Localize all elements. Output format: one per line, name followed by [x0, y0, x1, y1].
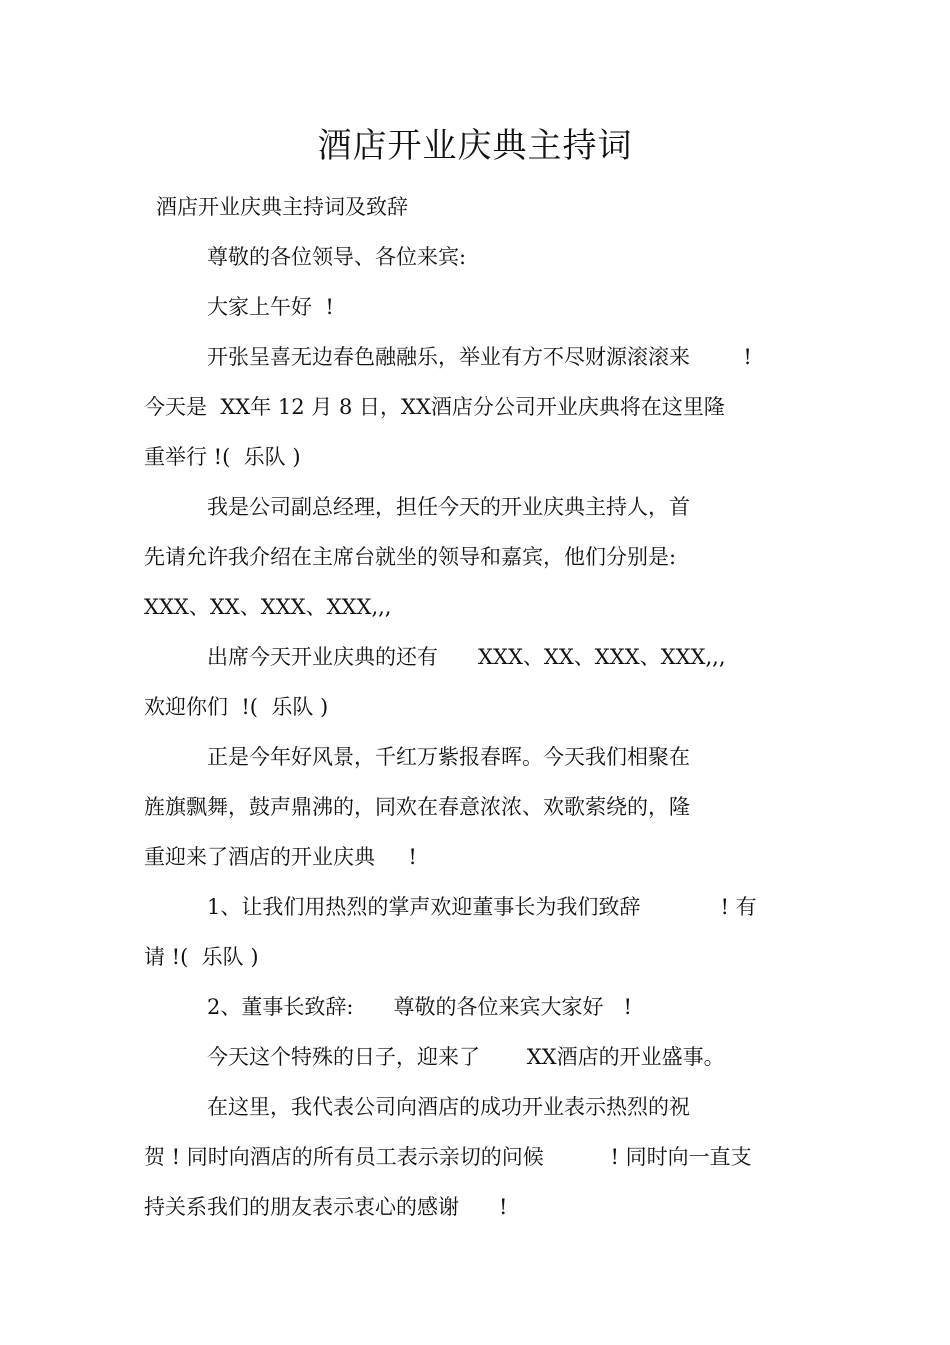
text-line: 出席今天开业庆典的还有 XXX、XX、XXX、XXX,,, [207, 645, 726, 669]
text-line: 正是今年好风景，千红万紫报春晖。今天我们相聚在 [207, 745, 690, 769]
text-line: 重迎来了酒店的开业庆典 ! [144, 845, 417, 869]
text-line: 大家上午好 ! [207, 295, 334, 319]
text-line: 旌旗飘舞，鼓声鼎沸的，同欢在春意浓浓、欢歌萦绕的，隆 [144, 795, 690, 819]
text-line: 重举行 !( 乐队 ) [144, 445, 301, 469]
text-line: 欢迎你们 !( 乐队 ) [144, 695, 329, 719]
text-line: 酒店开业庆典主持词及致辞 [156, 195, 408, 219]
text-line: 2、董事长致辞: 尊敬的各位来宾大家好 ! [207, 995, 632, 1019]
text-line: 今天是 XX年 12 月 8 日，XX酒店分公司开业庆典将在这里隆 [144, 395, 725, 419]
document-title: 酒店开业庆典主持词 [317, 126, 633, 166]
text-line: 持关系我们的朋友表示衷心的感谢 ! [144, 1195, 508, 1219]
text-line: 开张呈喜无边春色融融乐，举业有方不尽财源滚滚来 ! [207, 345, 752, 369]
text-line: 尊敬的各位领导、各位来宾: [207, 245, 467, 269]
text-line: 请 !( 乐队 ) [144, 945, 259, 969]
text-line: 贺 ! 同时向酒店的所有员工表示亲切的问候 ! 同时向一直支 [144, 1145, 752, 1169]
text-line: 1、让我们用热烈的掌声欢迎董事长为我们致辞 ! 有 [207, 895, 757, 919]
text-line: 在这里，我代表公司向酒店的成功开业表示热烈的祝 [207, 1095, 690, 1119]
text-line: 我是公司副总经理，担任今天的开业庆典主持人，首 [207, 495, 690, 519]
text-line: 今天这个特殊的日子，迎来了 XX酒店的开业盛事。 [207, 1045, 725, 1069]
text-line: XXX、XX、XXX、XXX,,, [144, 595, 392, 619]
text-line: 先请允许我介绍在主席台就坐的领导和嘉宾，他们分别是: [144, 545, 677, 569]
